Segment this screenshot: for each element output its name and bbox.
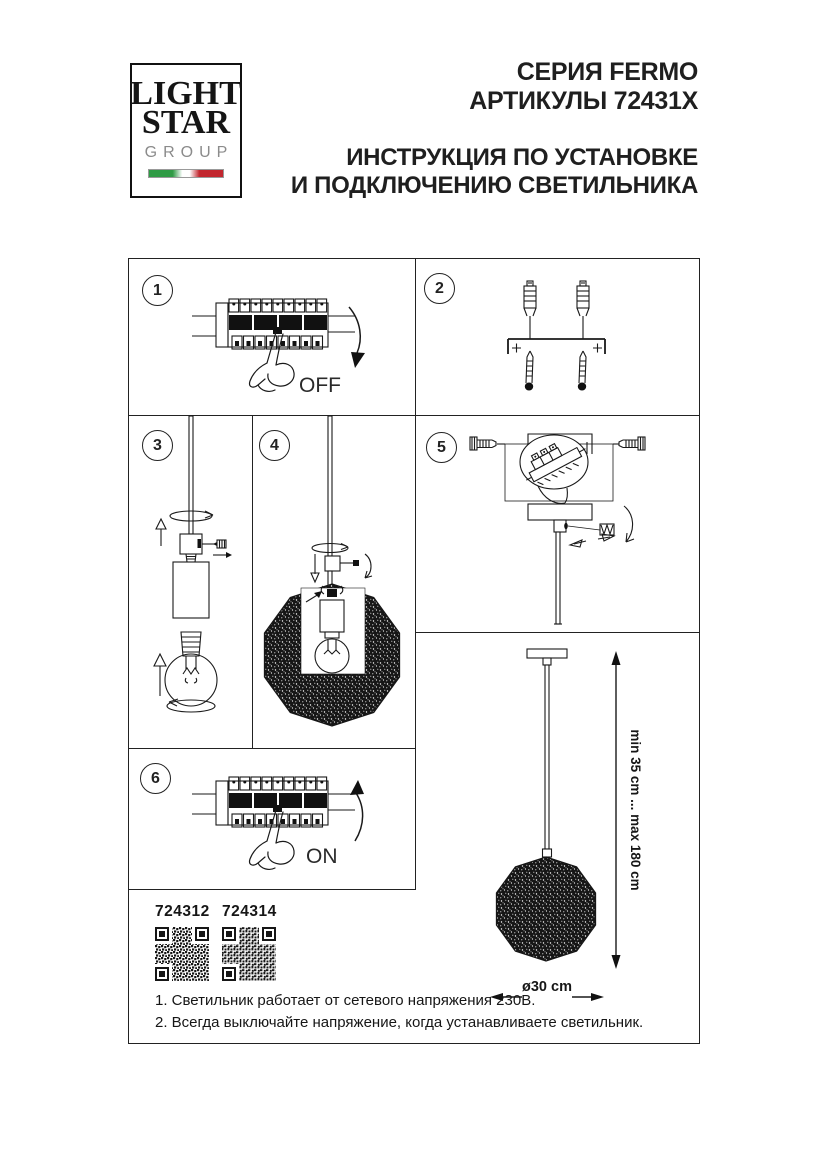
turn-off-arrow-icon [349,307,360,353]
mounting-screw-icon [470,437,496,450]
step-6-number: 6 [151,769,160,787]
pointing-hand-icon [250,332,295,391]
article-number-724314: 724314 [222,903,277,920]
light-bulb-icon [165,632,217,706]
socket-and-bulb-drawing [129,416,252,748]
assembled-lamp-drawing [416,633,698,1041]
divider-row2-left [128,748,416,749]
cross-mark-icon [512,344,602,353]
pointing-hand-icon [250,810,295,869]
instruction-title-block [291,144,698,200]
step-2-number: 2 [435,279,444,297]
articles-title: АРТИКУЛЫ 72431X [469,87,698,115]
italian-flag-stripe [148,169,224,178]
anchors-and-screws-drawing [416,259,699,415]
article-number-724312: 724312 [155,903,210,920]
up-arrow-icon [154,654,166,696]
grub-screw-icon [600,524,614,535]
instruction-title-2: И ПОДКЛЮЧЕНИЮ СВЕТИЛЬНИКА [290,172,698,199]
series-title: СЕРИЯ FERMO [516,58,698,86]
lightstar-logo [130,63,242,198]
screw-icon [525,351,533,391]
divider-panel6-bottom [128,889,416,890]
qr-code-724314 [222,927,276,981]
qr-code-724312 [155,927,209,981]
shade-assembly-drawing [253,416,415,748]
shade-collar [543,849,552,857]
note-2: 2. Всегда выключайте напряжение, когда устанавливаете светильник. [155,1014,644,1031]
canopy [527,649,567,658]
turn-on-arrow-icon [355,793,363,841]
step-5-number: 5 [437,438,446,456]
height-dimension-arrow [612,651,621,969]
shade-decagon [497,857,596,961]
threaded-nipple [186,554,196,562]
set-screw-icon [353,560,359,566]
rotate-arrow-icon [624,506,634,542]
canopy [528,504,592,520]
logo-star-text: STAR [141,104,231,141]
canopy-fitting [543,658,551,665]
socket-cup [173,562,209,618]
logo-group-text: GROUP [144,144,234,161]
step-1-number: 1 [153,281,162,299]
screw-icon [578,351,586,391]
suspension-rod [545,665,549,849]
wall-anchor-icon [577,281,589,339]
direction-arrow-icon [213,552,232,558]
mounting-screw-icon [619,437,645,450]
ceiling-mount-drawing [416,416,698,632]
rotate-arrow-icon [365,554,372,578]
suspension-rod [556,532,560,624]
logo-light-text: LIGHT [130,75,242,112]
step-4-number: 4 [270,436,279,454]
off-label: OFF [299,374,341,397]
circuit-breaker-off-drawing [129,259,416,415]
note-1: 1. Светильник работает от сетевого напряжения 230В. [155,992,536,1009]
instruction-title-1: ИНСТРУКЦИЯ ПО УСТАНОВКЕ [346,144,698,171]
step-3-number: 3 [153,436,162,454]
suspension-rod [189,416,193,534]
up-arrow-icon [156,519,166,546]
circuit-breaker-on-drawing [129,753,415,889]
down-arrow-icon [311,554,319,582]
cord-grip-box [325,556,340,571]
series-block [469,58,698,116]
wall-anchor-icon [524,281,536,339]
height-range-label: min 35 cm ... max 180 cm [628,729,643,891]
on-label: ON [306,845,338,868]
adjust-arrows-icon [570,534,614,547]
diameter-label: ø30 cm [522,979,572,995]
safety-notes [155,990,643,1034]
suspension-rod [328,416,332,556]
mounting-bracket-icon [508,339,605,354]
set-screw-icon [213,540,226,548]
set-screw-icon [564,523,568,529]
